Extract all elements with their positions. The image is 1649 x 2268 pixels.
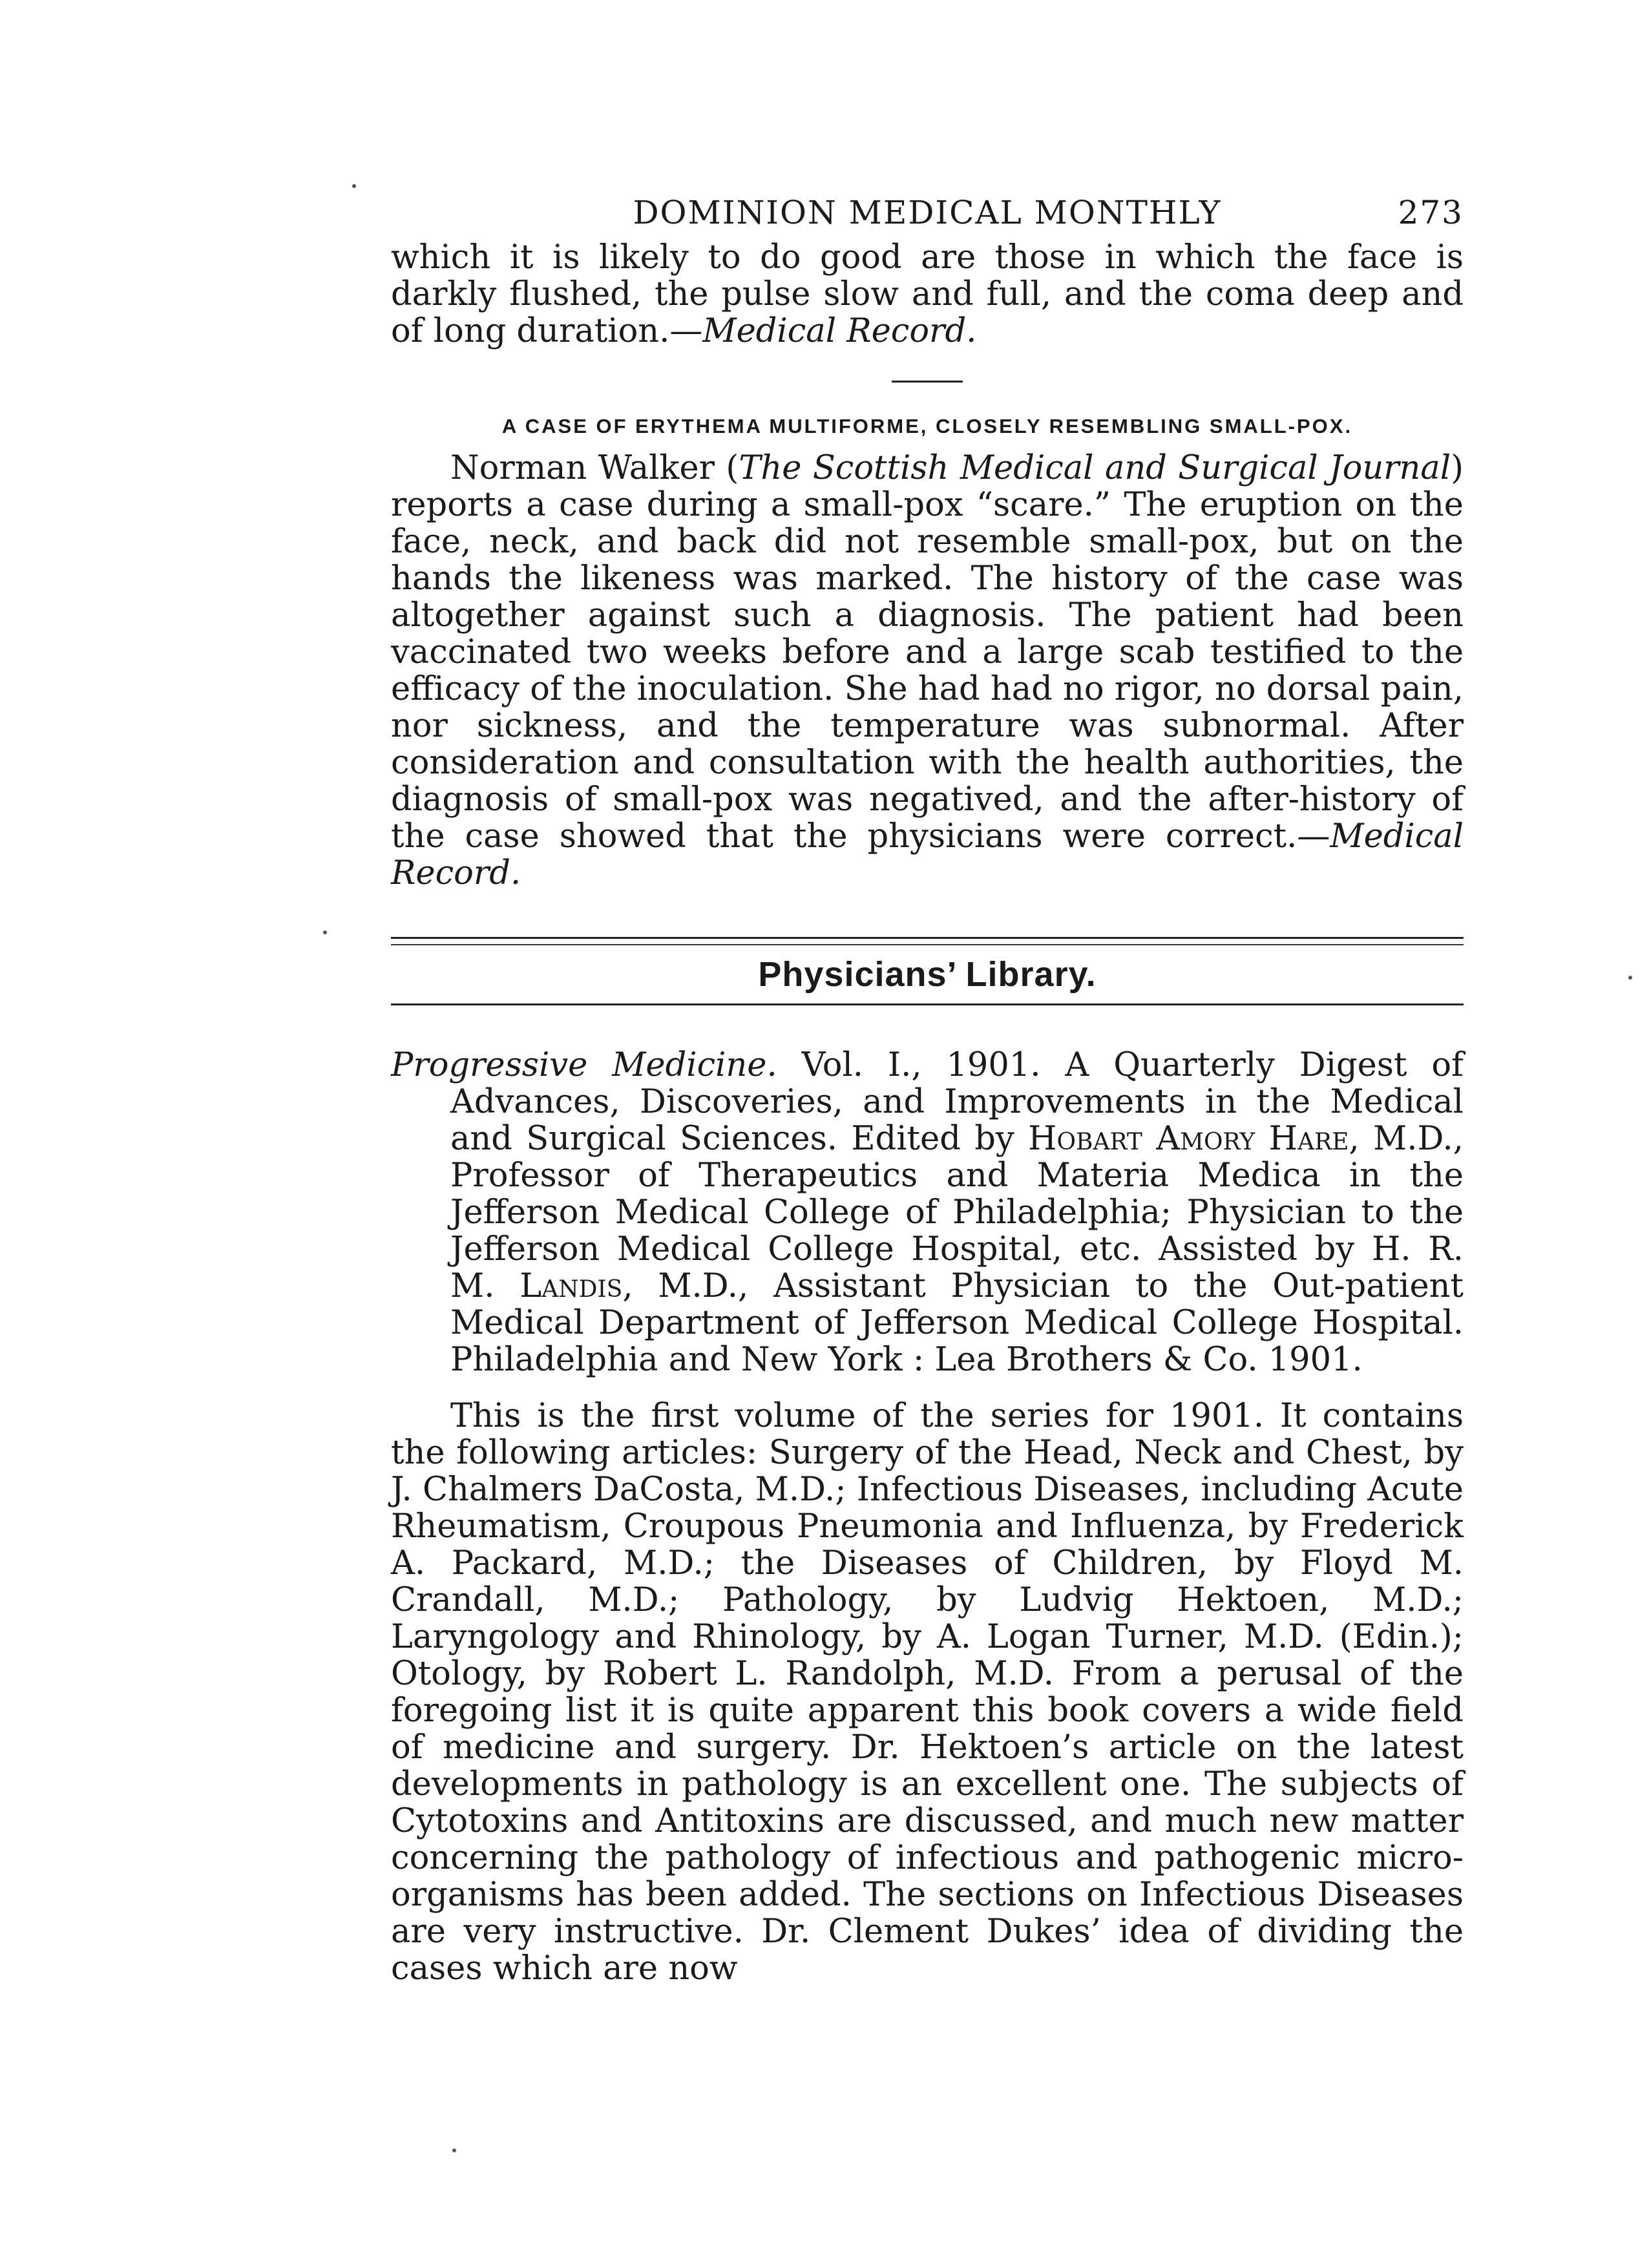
- article-body: reports a case during a small-pox “scare.” The eruption on the face, neck, and back did not resemble small-pox, but on the hands the likeness was marked. The history of the case was altogether against such a diagnosis. The patient had been vaccinated two weeks before and a large scab testified to the efficacy of the inoculation. She had had no rigor, no dorsal pain, nor sickness, and the temperature was subnormal. After consideration and consultation with the health authorities, the diagnosis of small-pox was negatived, and the after-history of the case showed that the physicians were correct.: [391, 486, 1464, 856]
- heading-rule-bottom: [391, 1003, 1464, 1005]
- running-title: DOMINION MEDICAL MONTHLY: [633, 194, 1222, 231]
- physicians-library-section: [391, 937, 1464, 1987]
- book-title: Progressive Medicine.: [391, 1046, 777, 1084]
- section-divider: [892, 381, 963, 383]
- page-speck: [352, 184, 356, 188]
- carryover-paragraph: [391, 239, 1464, 350]
- article-journal: The Scottish Medical and Surgical Journal: [739, 449, 1451, 487]
- article-attribution: —Medical Record.: [391, 817, 1464, 892]
- book-editor: Hobart Amory Hare: [1028, 1120, 1349, 1158]
- book-details-2: , M.D., Professor of Therapeutics and Materia Medica in the Jefferson Medical College of Philadelphia; Physician to the Jefferson Medical College Hospital, etc. Assisted by H. R. M.: [450, 1120, 1464, 1305]
- article-heading: A CASE OF ERYTHEMA MULTIFORME, CLOSELY RESEMBLING SMALL-POX.: [501, 415, 1353, 437]
- book-review: This is the first volume of the series for 1901. It contains the following articles: Surgery of the Head, Neck and Chest, by J. Chalmers DaCosta, M.D.; Infectious Diseases, including Acute Rheumatism, Croupous Pneumonia and Influenza, by Frederick A. Packard, M.D.; the Diseases of Children, by Floyd M. Crandall, M.D.; Pathology, by Ludvig Hektoen, M.D.; Laryngology and Rhinology, by A. Logan Turner, M.D. (Edin.); Otology, by Robert L. Randolph, M.D. From a perusal of the foregoing list it is quite apparent this book covers a wide field of medicine and surgery. Dr. Hektoen’s article on the latest developments in pathology is an excellent one. The subjects of Cytotoxins and Antitoxins are discussed, and much new matter concerning the pathology of infectious and pathogenic micro-organisms has been added. The sections on Infectious Diseases are very instructive. Dr. Clement Dukes’ idea of dividing the cases which are now: [391, 1397, 1464, 1988]
- book-details-1: Vol. I., 1901. A Quarterly Digest of Advances, Discoveries, and Improvements in the Medical and Surgical Sciences. Edited by: [450, 1046, 1464, 1158]
- book-details-3: , M.D., Assistant Physician to the Out-patient Medical Department of Jefferson Medical College Hospital. Philadelphia and New York : Lea Brothers & Co. 1901.: [450, 1267, 1464, 1379]
- carryover-attribution: —Medical Record.: [669, 312, 977, 350]
- page-speck: [323, 930, 327, 934]
- book-entry: [391, 1047, 1464, 1378]
- page-number: 273: [1398, 194, 1464, 231]
- running-head: [391, 194, 1464, 239]
- page-speck: [1628, 976, 1632, 980]
- book-assistant: Landis: [520, 1267, 623, 1305]
- article-author: Norman Walker: [450, 449, 715, 487]
- heading-rule-top: [391, 937, 1464, 939]
- carryover-text: which it is likely to do good are those in which the face is darkly flushed, the pulse slow and full, and the coma deep and of long duration.: [391, 238, 1464, 350]
- library-heading: Physicians’ Library.: [758, 955, 1097, 994]
- article-paragraph: Norman Walker (The Scottish Medical and Surgical Journal) reports a case during a small-pox “scare.” The eruption on the face, neck, and back did not resemble small-pox, but on the hands the likeness was marked. The history of the case was altogether against such a diagnosis. The patient had been vaccinated two weeks before and a large scab testified to the efficacy of the inoculation. She had had no rigor, no dorsal pain, nor sickness, and the temperature was subnormal. After consideration and consultation with the health authorities, the diagnosis of small-pox was negatived, and the after-history of the case showed that the physicians were correct.—Medical Record.: [391, 449, 1464, 892]
- page: [391, 194, 1464, 1987]
- page-speck: [452, 2148, 456, 2152]
